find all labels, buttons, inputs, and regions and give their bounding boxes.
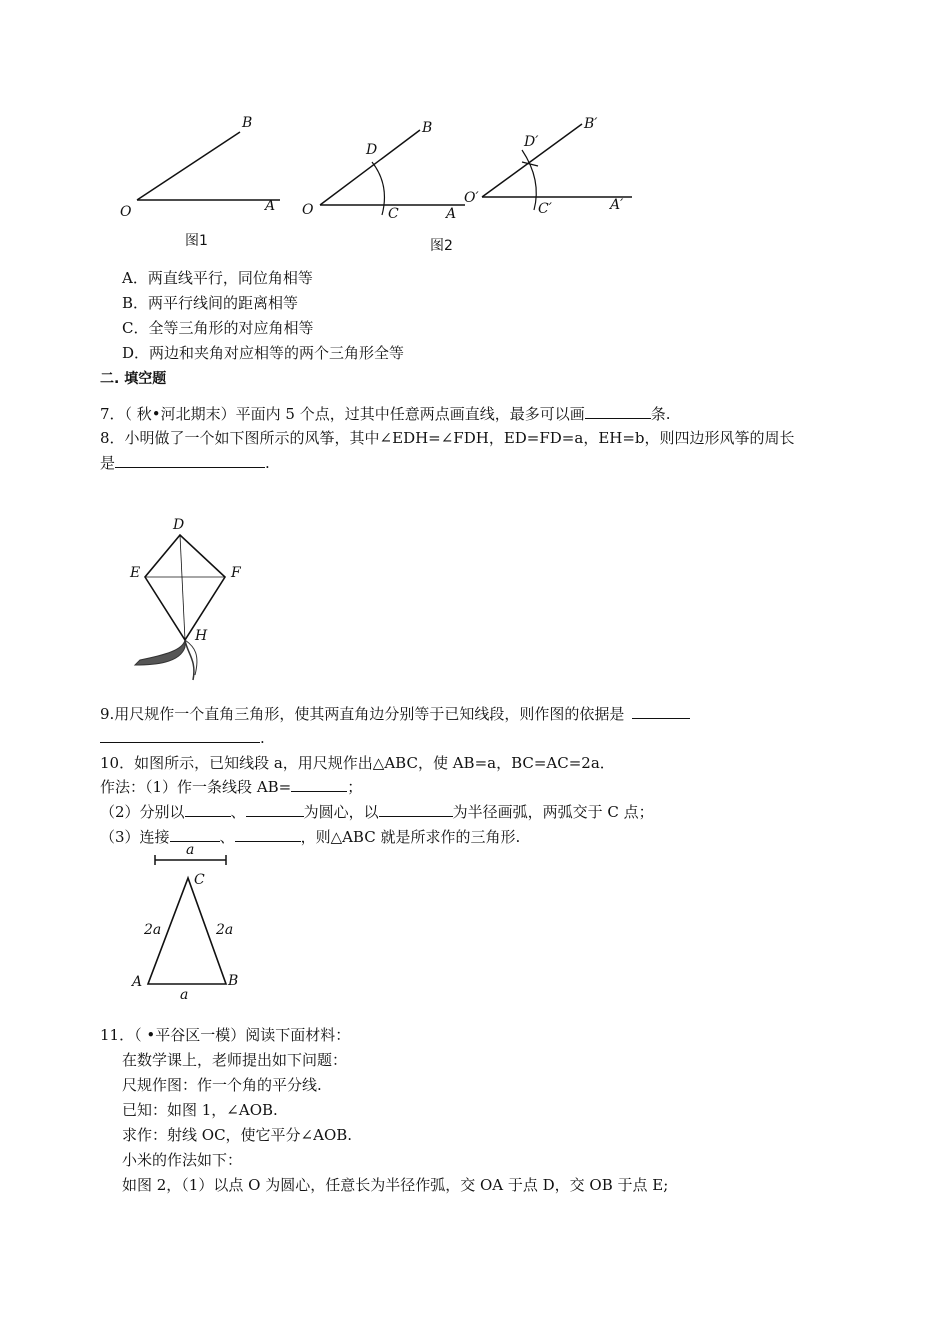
q10-step3-c: ，则△ABC 就是所求作的三角形.	[300, 828, 521, 846]
q10-step1-end: ；	[347, 778, 363, 796]
label-a: A	[446, 206, 457, 222]
label-a: A	[265, 198, 276, 214]
label-o: O	[120, 204, 132, 220]
option-a: A．两直线平行，同位角相等	[122, 269, 313, 287]
label-b-prime: B′	[584, 116, 598, 132]
q10-step3-b: 、	[219, 828, 235, 846]
q10-step2-c: 为圆心，以	[303, 803, 379, 821]
question-10-line3	[100, 802, 654, 822]
question-7	[100, 404, 671, 424]
label-d: D	[173, 517, 185, 533]
question-9-line2	[100, 728, 265, 748]
label-right-side: 2a	[216, 922, 234, 938]
label-f: F	[231, 565, 241, 581]
question-11-line2: 在数学课上，老师提出如下问题：	[122, 1051, 348, 1069]
q9-after: .	[260, 729, 265, 747]
q8-blank	[115, 453, 265, 468]
label-d: D	[366, 142, 378, 158]
label-c-prime: C′	[538, 201, 552, 217]
q9-text: 9.用尺规作一个直角三角形，使其两直角边分别等于已知线段，则作图的依据是	[100, 705, 625, 723]
label-b: B	[228, 973, 239, 989]
q10-step2-a: （2）分别以	[100, 803, 185, 821]
figure-1-angle	[110, 105, 290, 255]
question-11-line3: 尺规作图：作一个角的平分线.	[122, 1076, 322, 1094]
option-c: C．全等三角形的对应角相等	[122, 319, 314, 337]
option-d: D．两边和夹角对应相等的两个三角形全等	[122, 344, 405, 362]
question-11-line7: 如图 2，（1）以点 O 为圆心，任意长为半径作弧，交 OA 于点 D，交 OB 于点 E;	[122, 1176, 669, 1194]
q10-step1: 作法：（1）作一条线段 AB=	[100, 778, 292, 796]
q10-blank-radius	[379, 802, 453, 817]
label-a: A	[132, 974, 143, 990]
question-11-line5: 求作：射线 OC，使它平分∠AOB.	[122, 1126, 353, 1144]
q10-blank-center-1	[185, 802, 231, 817]
question-8-line2	[100, 453, 270, 473]
option-b: B．两平行线间的距离相等	[122, 294, 299, 312]
question-10-line1: 10．如图所示，已知线段 a，用尺规作出△ABC，使 AB=a，BC=AC=2a．	[100, 754, 615, 772]
question-11-line1: 11．（ •平谷区一模）阅读下面材料：	[100, 1026, 351, 1044]
question-11-line6: 小米的作法如下：	[122, 1151, 243, 1169]
label-o-prime: O′	[464, 190, 479, 206]
kite-figure	[125, 515, 265, 685]
label-o: O	[302, 202, 314, 218]
q9-blank-2	[100, 728, 260, 743]
label-b: B	[422, 120, 433, 136]
figure-2-angle-right	[430, 110, 642, 260]
label-b: B	[242, 115, 253, 131]
question-10-line2	[100, 777, 362, 797]
label-c: C	[194, 872, 205, 888]
label-base: a	[180, 987, 189, 1003]
label-left-side: 2a	[144, 922, 162, 938]
q10-blank-ab	[291, 777, 347, 792]
label-a-segment: a	[186, 842, 195, 858]
label-a-prime: A′	[610, 197, 624, 213]
q7-blank	[585, 404, 651, 419]
figure-2-caption: 图2	[430, 238, 453, 254]
label-c: C	[388, 206, 399, 222]
q10-step2-b: 、	[230, 803, 246, 821]
q9-blank-1	[632, 704, 690, 719]
question-9-line1	[100, 704, 690, 724]
label-d-prime: D′	[524, 134, 539, 150]
triangle-figure	[128, 840, 258, 1005]
q7-after: 条.	[650, 405, 671, 423]
q7-text: 7．（ 秋•河北期末）平面内 5 个点，过其中任意两点画直线，最多可以画	[100, 405, 585, 423]
q10-step2-d: 为半径画弧，两弧交于 C 点；	[452, 803, 654, 821]
q8-after: .	[265, 454, 270, 472]
q8-shi: 是	[100, 454, 116, 472]
label-e: E	[130, 565, 141, 581]
figure-1-caption: 图1	[185, 233, 208, 249]
section-title: 二. 填空题	[100, 371, 167, 387]
question-11-line4: 已知：如图 1，∠AOB.	[122, 1101, 278, 1119]
q10-step3-a: （3）连接	[100, 828, 170, 846]
question-8-line1: 8．小明做了一个如下图所示的风筝，其中∠EDH=∠FDH，ED=FD=a，EH=b，则四边形风筝的周长	[100, 429, 795, 447]
label-h: H	[195, 628, 208, 644]
q10-blank-center-2	[246, 802, 304, 817]
